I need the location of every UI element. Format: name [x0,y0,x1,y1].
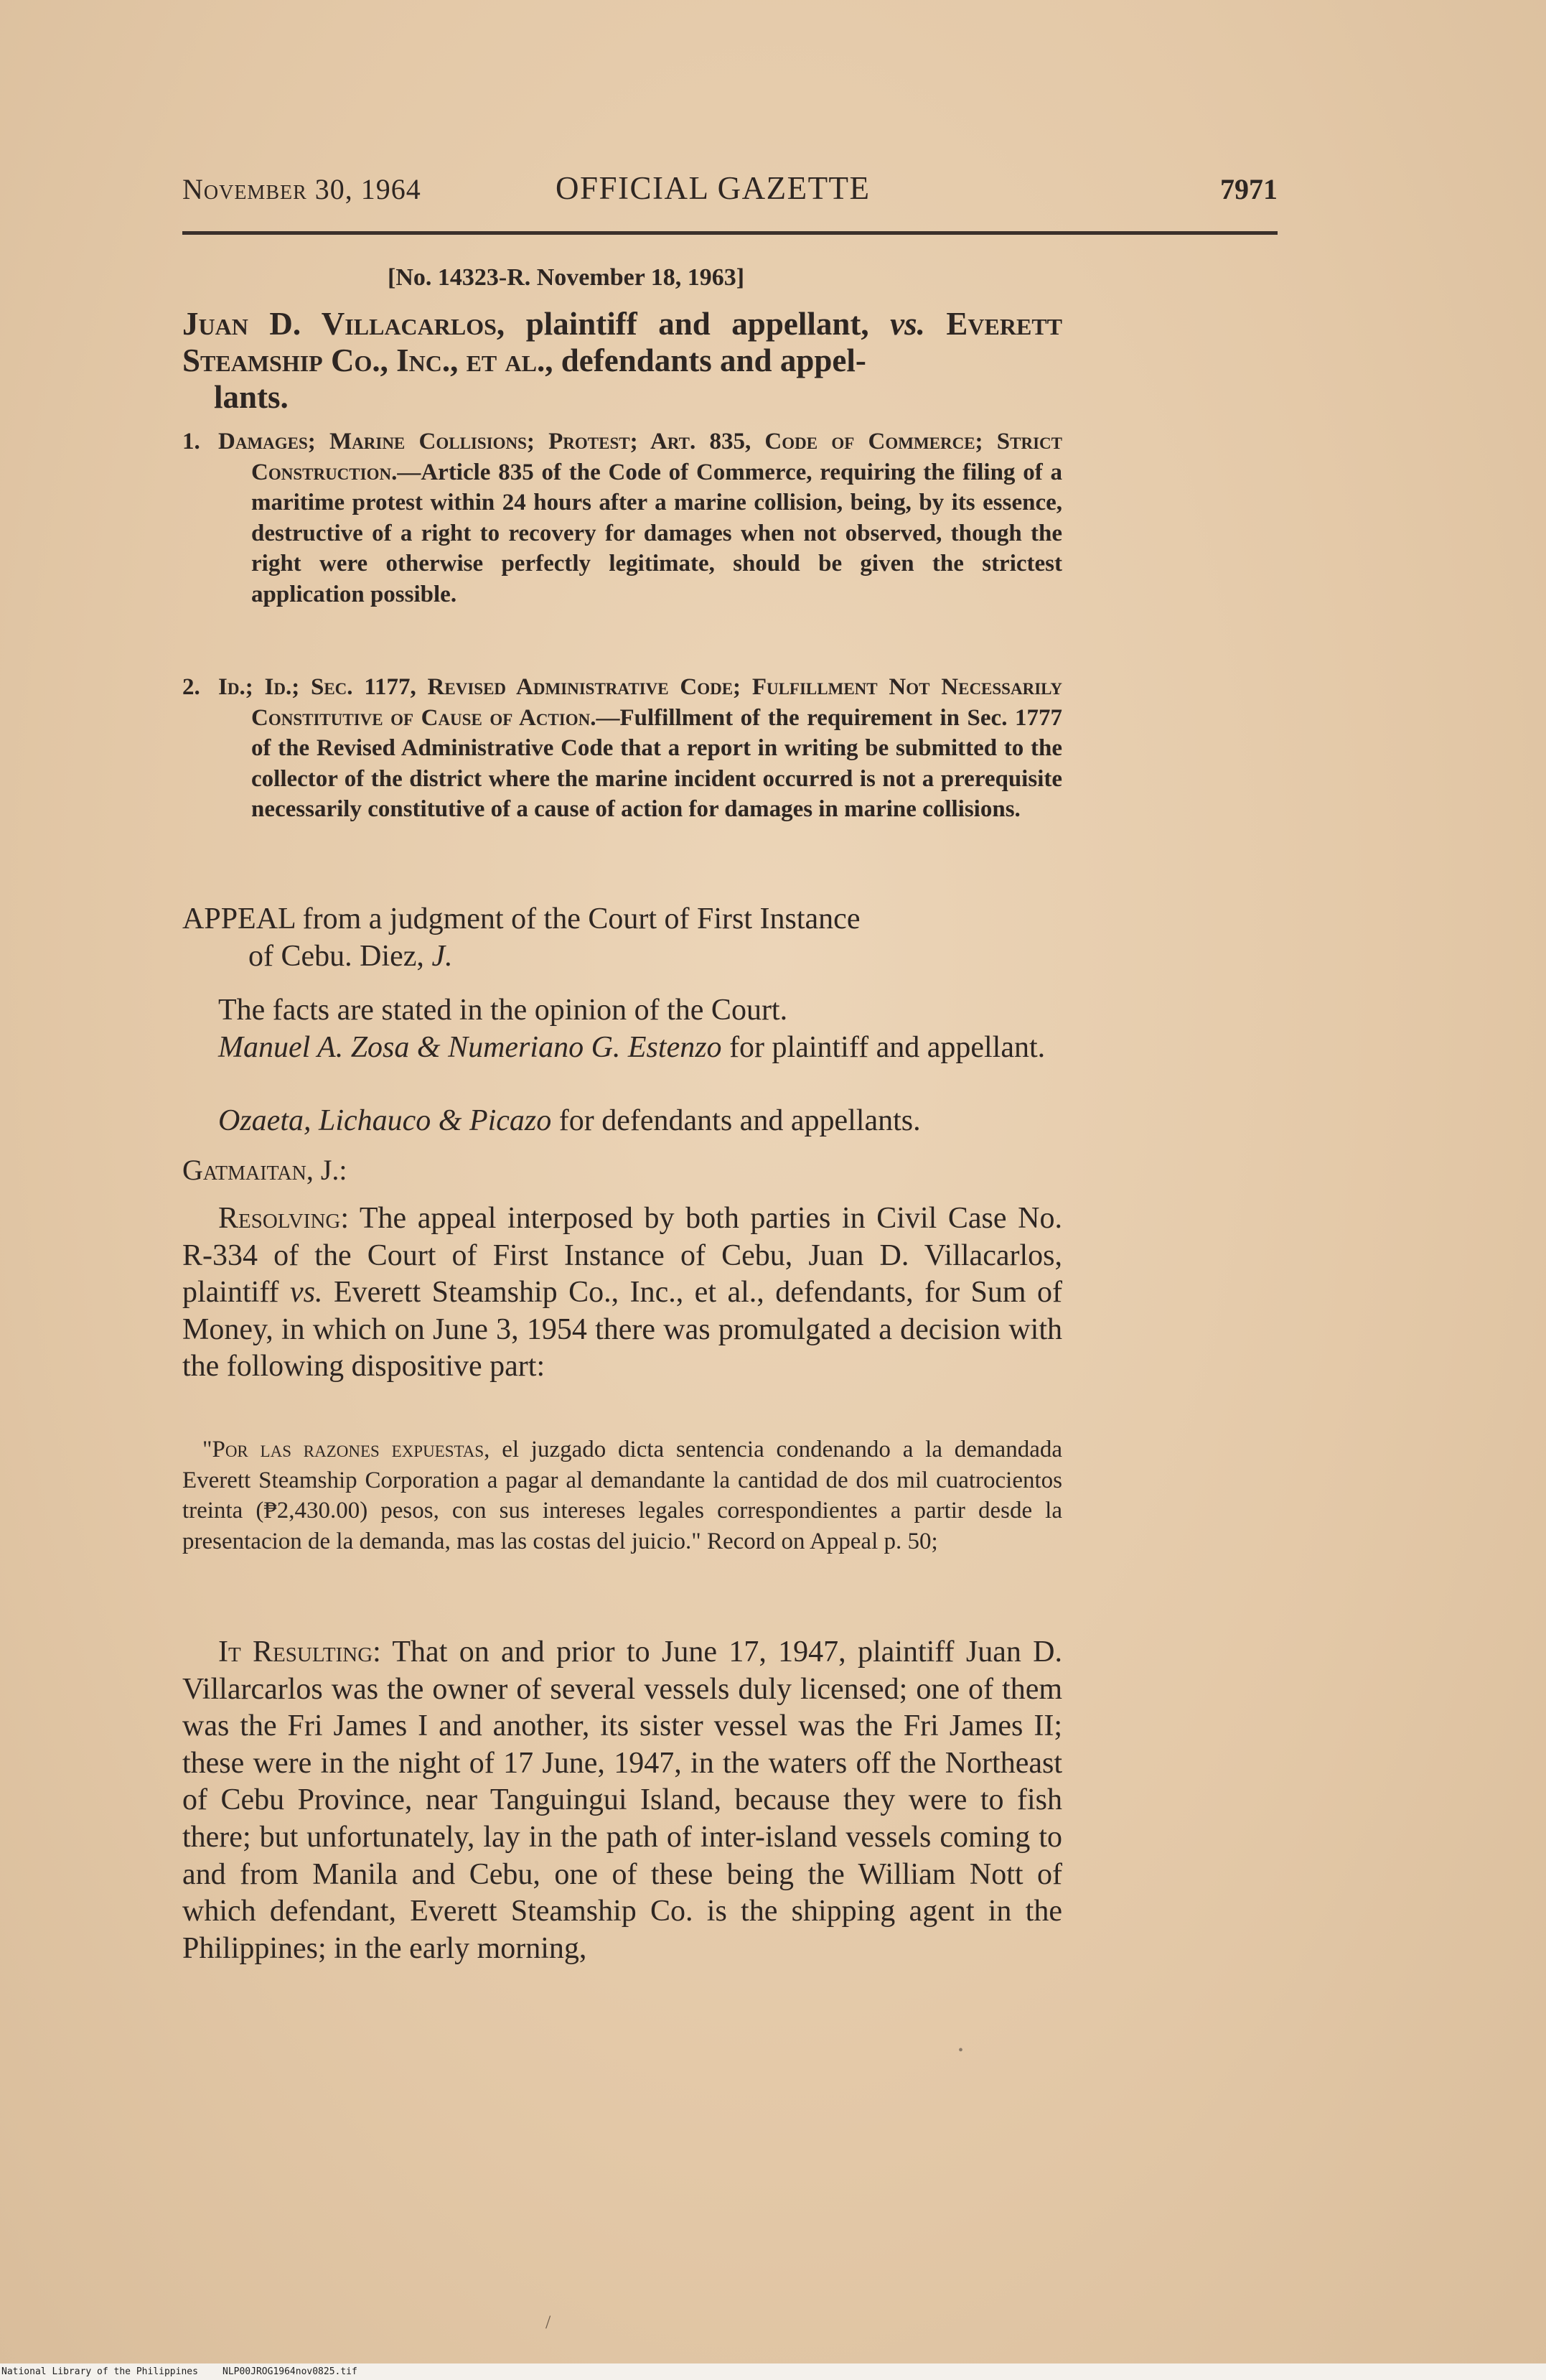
quote-text: el juzgado dicta sentencia condenando a la demandada Everett Steamship Corporation a pagar al demandante la cantidad de dos mil cuatrocientos treinta (₱2,430.00) pesos, con sus intereses legales correspondientes a partir desde la presentacion de la demanda, mas las costas del juicio." Record on Appeal p. 50; [182,1437,1063,1554]
resulting-text: : That on and prior to June 17, 1947, plaintiff Juan D. Villarcarlos was the owner of several vessels duly licensed; one of them was the Fri James I and another, its sister vessel was the Fri James II; these were in the night of 17 June, 1947, in the waters off the Northeast of Cebu Province, near Tanguingui Island, because they were to fish there; but unfortunately, lay in the path of inter-island vessels coming to and from Manila and Cebu, one of these being the William Nott of which defendant, Everett Steamship Co. is the shipping agent in the Philippines; in the early morning, [182,1635,1063,1965]
versus: vs. [890,306,925,342]
case-number: [No. 14323-R. November 18, 1963] [388,264,745,291]
defendant-name: Everett Steamship Co., Inc., et al. [182,306,1063,378]
header-date: November 30, 1964 [182,173,421,205]
syllabus-number: 1. [182,429,200,454]
defendant-role: , defendants and appel- [545,342,866,378]
counsel-for: for plaintiff and appellant. [721,1031,1046,1064]
counsel-for: for defendants and appellants. [551,1104,921,1137]
appeal-line-2: of Cebu. Diez, [248,940,432,973]
appeal-line-1: APPEAL from a judgment of the Court of First Instance [182,902,861,935]
running-header [182,172,1278,215]
header-rule [182,231,1278,235]
syllabus-topic: Damages; Marine Collisions; Protest; Art. 835, Code of Commerce; Strict Construction. [218,429,1062,485]
syllabus-topic: Id.; Id.; Sec. 1177, Revised Administrative Code; Fulfillment Not Necessarily Constitutive of Cause of Action. [218,674,1062,731]
plaintiff-name: Juan D. Villacarlos [182,306,497,342]
facts-text: The facts are stated in the opinion of the Court. [218,994,788,1027]
resulting-paragraph [182,1634,1062,1967]
counsel-names: Manuel A. Zosa & Numeriano G. Estenzo [218,1031,722,1064]
syllabus-item [182,426,1062,610]
dispositive-quote [182,1434,1062,1557]
syllabus-number: 2. [182,674,200,700]
scan-source-label: National Library of the Philippines [1,2366,198,2377]
plaintiff-role: , plaintiff and appellant, [496,306,891,342]
syllabus-text: —Fulfillment of the requirement in Sec. 1777 of the Revised Administrative Code that a report in writing be submitted to the collector of the district where the marine incident occurred is not a prerequisite necessarily constitutive of a cause of action for damages in marine collisions. [251,704,1062,822]
counsel-names: Ozaeta, Lichauco & Picazo [218,1104,552,1137]
defendant-role-cont: lants. [214,379,289,415]
versus: vs. [290,1276,323,1309]
judge-initial: J. [431,940,453,973]
facts-statement [182,992,1062,1030]
syllabus-text: —Article 835 of the Code of Commerce, requiring the filing of a maritime protest within 24 hours after a marine collision, being, by its essence, destructive of a right to recovery for damages when not observed, though the right were otherwise perfectly legitimate, should be given the strictest application possible. [251,459,1062,607]
resolving-text-b: Everett Steamship Co., Inc., et al., defendants, for Sum of Money, in which on June 3, 1954 there was promulgated a decision with the following dispositive part: [182,1276,1063,1383]
ink-dot: • [958,2043,964,2058]
publication-title: OFFICIAL GAZETTE [556,170,871,206]
counsel-plaintiff [182,1030,1062,1067]
syllabus-item [182,672,1062,825]
resolving-text-a: : The appeal interposed by both parties in Civil Case No. R-334 of the Court of First Instance of Cebu, Juan D. Villacarlos, plaintiff [182,1202,1062,1309]
resolving-paragraph [182,1200,1062,1386]
bottom-mark: / [545,2312,551,2333]
ponente: Gatmaitan, J.: [182,1154,347,1186]
resolving-lead: Resolving [218,1202,341,1235]
resulting-lead: It Resulting [218,1635,373,1669]
page-number: 7971 [1220,173,1278,205]
scan-filename: NLP00JROG1964nov0825.tif [222,2366,357,2377]
quote-lead: "Por las razones expuestas, [202,1437,490,1462]
appeal-statement [182,900,1062,975]
case-caption [182,306,1062,416]
counsel-defendants [182,1103,1062,1140]
